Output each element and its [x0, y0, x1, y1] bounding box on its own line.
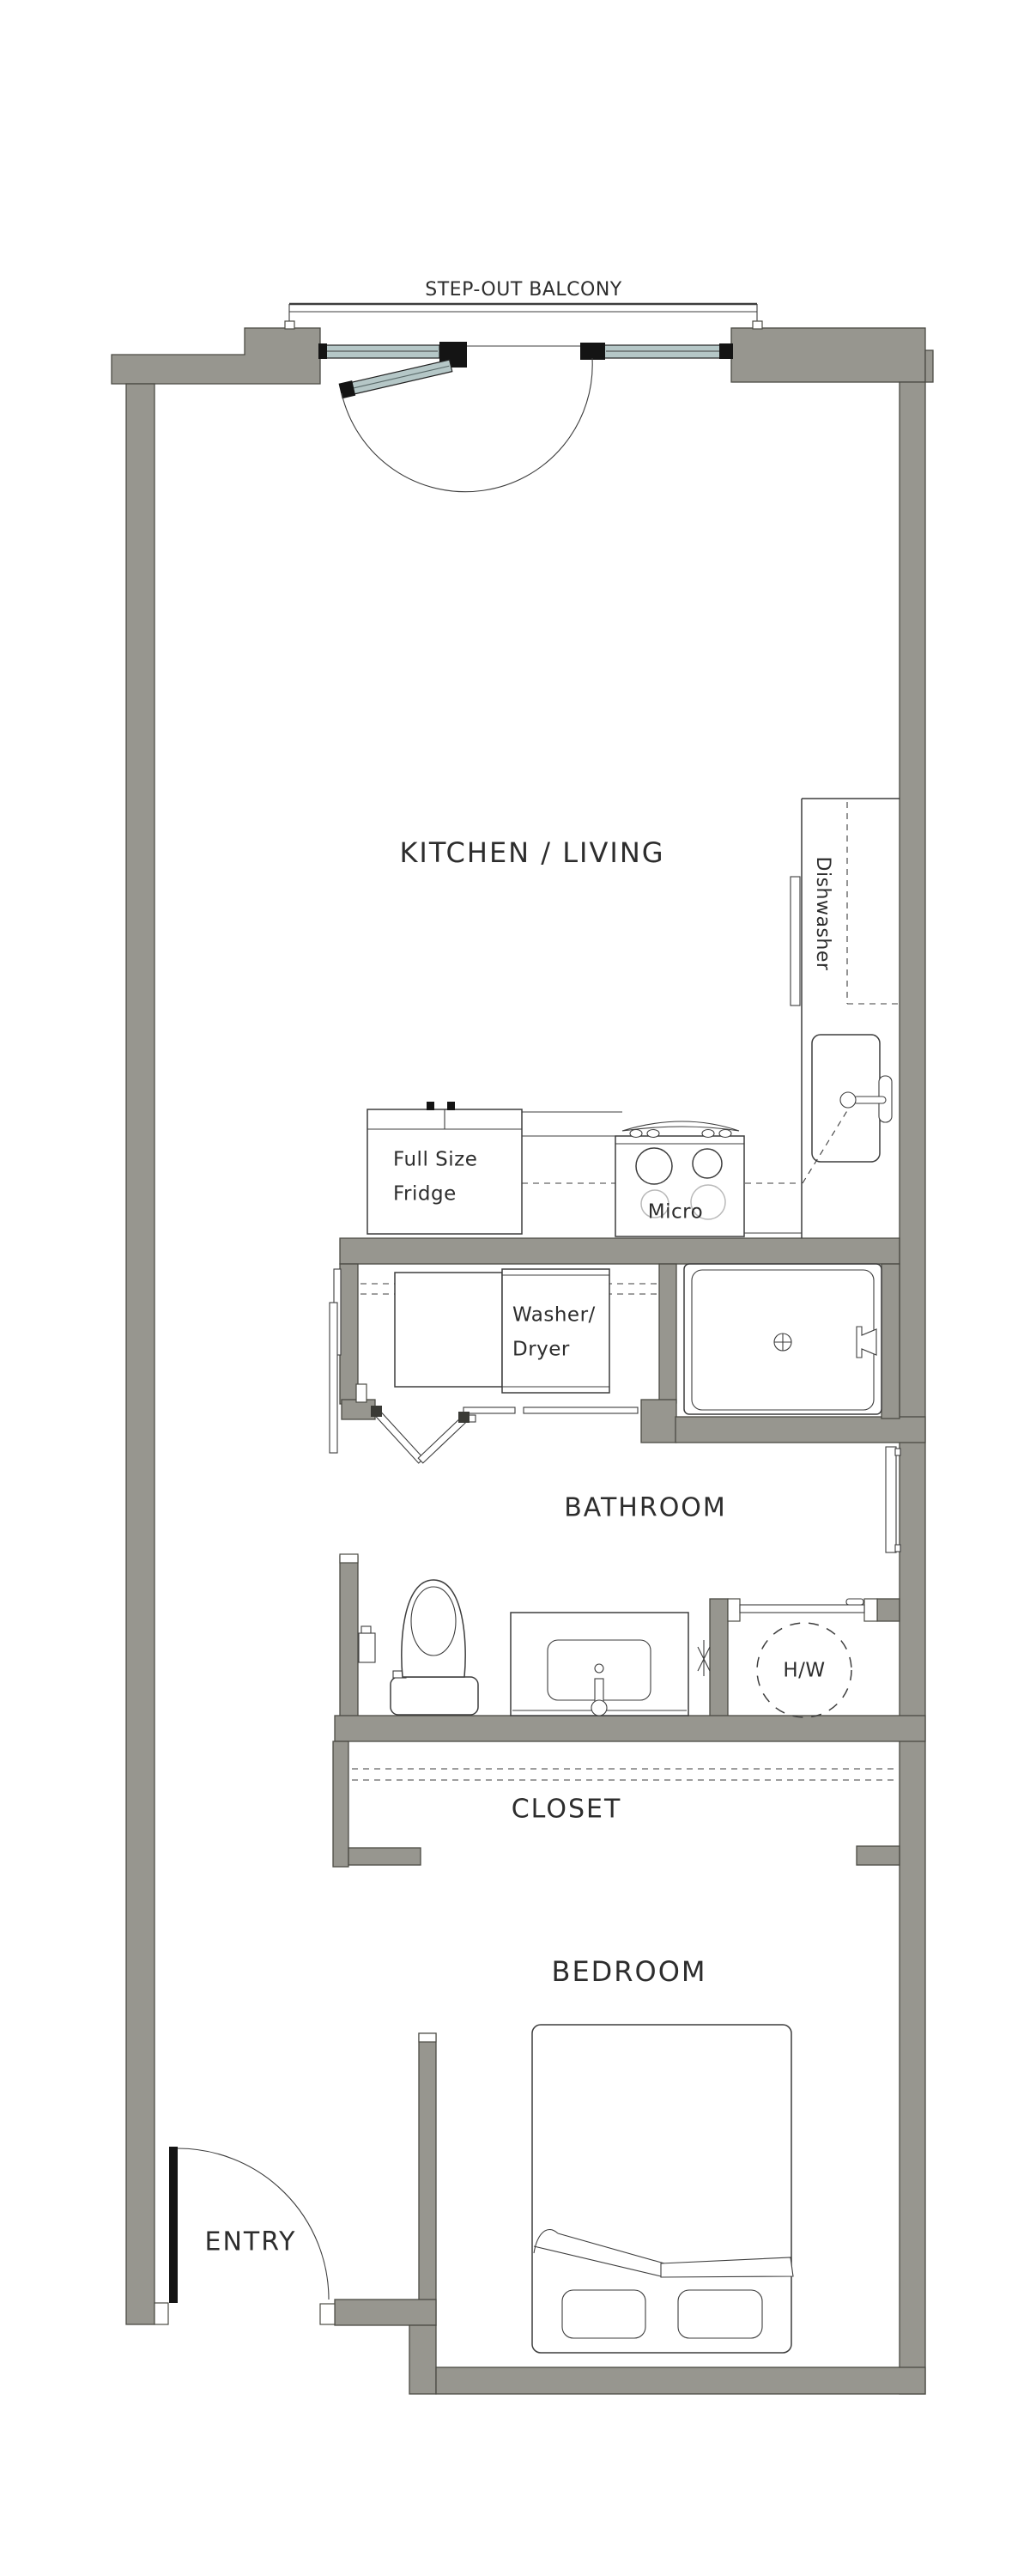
towel-bar-mount-bottom	[895, 1545, 900, 1552]
bedroom-label: BEDROOM	[551, 1955, 707, 1988]
stove-knob-2	[647, 1130, 659, 1138]
dryer-unit	[502, 1269, 609, 1393]
wall-hw-right-nub	[877, 1599, 900, 1621]
wall-right-exterior	[900, 382, 925, 2394]
wall-shower-foot	[641, 1400, 676, 1443]
bathroom-label: BATHROOM	[564, 1492, 727, 1523]
stove-knob-4	[719, 1130, 731, 1138]
washer-label-line1: Washer/	[512, 1303, 596, 1327]
stove-microwave	[615, 1121, 744, 1236]
toilet-paper-roll	[361, 1626, 371, 1633]
faucet-head	[840, 1092, 856, 1108]
wall-bedroom-bottom	[436, 2367, 925, 2394]
laundry-bifold-doors	[371, 1406, 470, 1463]
shower	[684, 1264, 882, 1414]
swinging-door-mullion	[352, 366, 449, 388]
wall-top-right-block	[731, 328, 925, 382]
closet	[352, 1769, 898, 1825]
toilet-paper-holder	[359, 1633, 375, 1662]
jamb-hw-left	[728, 1599, 740, 1621]
fridge-label-line2: Fridge	[393, 1182, 457, 1206]
kitchen-living-label: KITCHEN / LIVING	[399, 836, 665, 869]
bifold-pivot-right	[458, 1412, 470, 1423]
jamb-bathroom-stub-top	[340, 1554, 358, 1563]
balcony-label: STEP-OUT BALCONY	[425, 279, 622, 301]
jamb-hw-right	[864, 1599, 877, 1621]
wall-closet-left	[333, 1741, 348, 1867]
laundry-closet	[330, 1269, 659, 1463]
pocket-door-lower	[330, 1303, 337, 1453]
hw-door	[740, 1605, 864, 1613]
glass-cap-left	[318, 343, 327, 359]
stove-knob-3	[702, 1130, 714, 1138]
vanity	[511, 1613, 688, 1716]
kitchen-sink	[812, 1035, 892, 1162]
balcony	[285, 279, 762, 329]
wall-top-left-block	[112, 328, 320, 384]
wall-shower-bottom	[676, 1417, 925, 1443]
stove-vent-hood	[622, 1121, 739, 1131]
fridge-handle-right	[447, 1102, 455, 1110]
fridge-label-line1: Full Size	[393, 1148, 478, 1171]
balcony-doors	[318, 342, 733, 492]
wall-entry-step	[409, 2325, 436, 2394]
faucet-arm	[853, 1097, 886, 1103]
valve-symbol	[698, 1640, 710, 1676]
wall-shower-surround	[882, 1264, 900, 1419]
wall-closet-stub-left	[348, 1848, 421, 1865]
kitchen	[367, 799, 900, 1238]
door-hinge-block-right	[580, 343, 605, 360]
washer-label-line2: Dryer	[512, 1338, 570, 1361]
balcony-post-right	[753, 321, 762, 329]
vanity-drain-ring	[591, 1700, 607, 1716]
jamb-laundry-wall	[356, 1384, 367, 1402]
wall-left-exterior	[126, 384, 154, 2324]
dishwasher-label: Dishwasher	[812, 856, 833, 971]
entry	[169, 2147, 329, 2303]
pillow-right	[678, 2290, 762, 2338]
entry-label: ENTRY	[204, 2227, 297, 2257]
wall-bathroom-top	[340, 1238, 900, 1264]
wall-bathroom-left-stub	[340, 1556, 358, 1717]
bedroom	[532, 1955, 793, 2353]
full-size-fridge	[367, 1102, 522, 1234]
entry-door-leaf	[169, 2147, 178, 2303]
swinging-door-leaf	[339, 358, 453, 398]
washer-unit	[395, 1273, 502, 1387]
stove-knob-1	[630, 1130, 642, 1138]
wall-laundry-left	[340, 1264, 358, 1404]
wall-vanity-hw-divider	[710, 1599, 728, 1717]
micro-label: Micro	[647, 1200, 704, 1224]
wall-laundry-shower-divider	[659, 1264, 676, 1403]
towel-bar-mount-top	[895, 1449, 900, 1455]
laundry-slider-panel-2	[524, 1407, 638, 1413]
towel-bar	[886, 1447, 896, 1552]
toilet-tank	[391, 1677, 478, 1715]
vanity-faucet-stem	[595, 1679, 603, 1703]
fridge-handle-left	[427, 1102, 434, 1110]
toilet-seat	[411, 1587, 456, 1656]
dishwasher-door-handle	[791, 877, 800, 1005]
hw-label: H/W	[783, 1659, 826, 1682]
wall-entry-bottom	[335, 2300, 436, 2325]
glass-cap-right	[719, 343, 733, 359]
bifold-leaf-1	[375, 1411, 424, 1463]
entry-door-swing-arc	[178, 2148, 329, 2300]
wall-closet-stub-right	[857, 1846, 900, 1865]
bed	[532, 2025, 793, 2353]
jamb-bedroom-divider-top	[419, 2033, 436, 2042]
balcony-post-left	[285, 321, 294, 329]
toilet	[391, 1580, 478, 1715]
laundry-slider-panel-1	[463, 1407, 515, 1413]
wall-bathroom-bottom	[335, 1716, 925, 1741]
bathroom	[359, 1447, 900, 1717]
pillow-left	[562, 2290, 645, 2338]
wall-top-right-nub	[925, 350, 933, 382]
hw-door-handle	[846, 1599, 863, 1605]
wall-bedroom-entry-divider	[419, 2033, 436, 2325]
water-heater-closet	[740, 1599, 864, 1717]
jamb-entry-right	[320, 2304, 335, 2324]
bifold-pivot-left	[371, 1406, 382, 1417]
jamb-entry-left	[154, 2303, 168, 2324]
closet-label: CLOSET	[511, 1794, 622, 1825]
